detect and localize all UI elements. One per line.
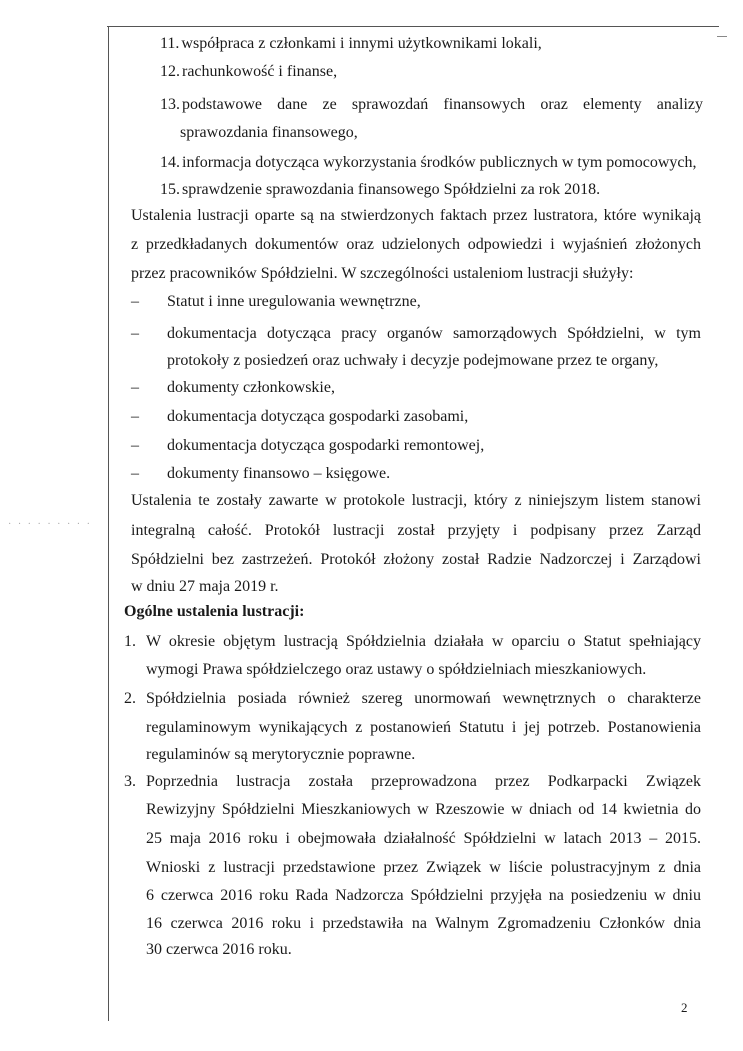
list-item-13-continuation: sprawozdania finansowego, bbox=[180, 124, 358, 141]
general-item-3-line-1: Poprzednia lustracja została przeprowadzona przez Podkarpacki Związek bbox=[146, 773, 701, 790]
scan-artifact: · · · · · · · · · bbox=[8, 519, 92, 530]
general-item-1-line-2: wymogi Prawa spółdzielczego oraz ustawy o spółdzielniach mieszkaniowych. bbox=[146, 661, 647, 678]
general-item-1-line-1: W okresie objętym lustracją Spółdzielnia działała w oparciu o Statut spełniający bbox=[146, 633, 701, 650]
paragraph-2-line-1: Ustalenia te zostały zawarte w protokole lustracji, który z niniejszym listem stanowi bbox=[131, 492, 701, 509]
general-item-3-line-3: 25 maja 2016 roku i obejmowała działalność Spółdzielni w latach 2013 – 2015. bbox=[146, 830, 701, 847]
list-item-14: 14. informacja dotycząca wykorzystania środków publicznych w tym pomocowych, bbox=[160, 154, 697, 171]
dash-item-6: – dokumenty finansowo – księgowe. bbox=[131, 465, 391, 482]
general-item-3-line-4: Wnioski z lustracji przedstawione przez Związek w liście polustracyjnym z dnia bbox=[146, 859, 701, 876]
paragraph-1-line-2: z przedkładanych dokumentów oraz udzielonych odpowiedzi i wyjaśnień złożonych bbox=[131, 236, 701, 253]
general-item-2-line-3: regulaminów są merytorycznie poprawne. bbox=[146, 746, 416, 763]
general-item-3-line-6: 16 czerwca 2016 roku i przedstawiła na Walnym Zgromadzeniu Członków dnia bbox=[146, 915, 701, 932]
list-item-13: 13. podstawowe dane ze sprawozdań finansowych oraz elementy analizy bbox=[160, 96, 703, 113]
dash-item-4: – dokumentacja dotycząca gospodarki zasobami, bbox=[131, 408, 469, 425]
general-item-2-number: 2. bbox=[124, 690, 136, 707]
left-margin-line bbox=[108, 26, 109, 1021]
paragraph-2-line-4: w dniu 27 maja 2019 r. bbox=[131, 578, 279, 595]
paragraph-1-line-3: przez pracowników Spółdzielni. W szczególności ustaleniom lustracji służyły: bbox=[131, 265, 634, 282]
general-item-3-number: 3. bbox=[124, 773, 136, 790]
list-item-11: 11. współpraca z członkami i innymi użytkownikami lokali, bbox=[160, 35, 542, 52]
list-item-15: 15. sprawdzenie sprawozdania finansowego Spółdzielni za rok 2018. bbox=[160, 181, 601, 198]
dash-item-2: – dokumentacja dotycząca pracy organów samorządowych Spółdzielni, w tym bbox=[131, 325, 701, 342]
paragraph-2-line-2: integralną całość. Protokół lustracji został przyjęty i podpisany przez Zarząd bbox=[131, 522, 701, 539]
scan-mark bbox=[717, 36, 727, 37]
general-item-2-line-2: regulaminowym wynikających z postanowień Statutu i jej potrzeb. Postanowienia bbox=[146, 719, 701, 736]
dash-item-5: – dokumentacja dotycząca gospodarki remontowej, bbox=[131, 437, 485, 454]
dash-item-2-continuation: protokoły z posiedzeń oraz uchwały i decyzje podejmowane przez te organy, bbox=[167, 352, 659, 369]
dash-item-1: – Statut i inne uregulowania wewnętrzne, bbox=[131, 293, 421, 310]
general-item-3-line-5: 6 czerwca 2016 roku Rada Nadzorcza Spółdzielni przyjęła na posiedzeniu w dniu bbox=[146, 887, 701, 904]
top-border-line bbox=[107, 26, 719, 27]
page-number: 2 bbox=[681, 1000, 688, 1015]
general-item-1-number: 1. bbox=[124, 633, 136, 650]
general-item-3-line-2: Rewizyjny Spółdzielni Mieszkaniowych w Rzeszowie w dniach od 14 kwietnia do bbox=[146, 801, 701, 818]
general-item-3-line-7: 30 czerwca 2016 roku. bbox=[146, 941, 292, 958]
list-item-12: 12. rachunkowość i finanse, bbox=[160, 63, 338, 80]
general-item-2-line-1: Spółdzielnia posiada również szereg unormowań wewnętrznych o charakterze bbox=[146, 690, 701, 707]
paragraph-1-line-1: Ustalenia lustracji oparte są na stwierdzonych faktach przez lustratora, które wynikają bbox=[131, 207, 701, 224]
dash-item-3: – dokumenty członkowskie, bbox=[131, 379, 335, 396]
paragraph-2-line-3: Spółdzielni bez zastrzeżeń. Protokół złożony został Radzie Nadzorczej i Zarządowi bbox=[131, 551, 701, 568]
section-heading: Ogólne ustalenia lustracji: bbox=[124, 603, 305, 620]
